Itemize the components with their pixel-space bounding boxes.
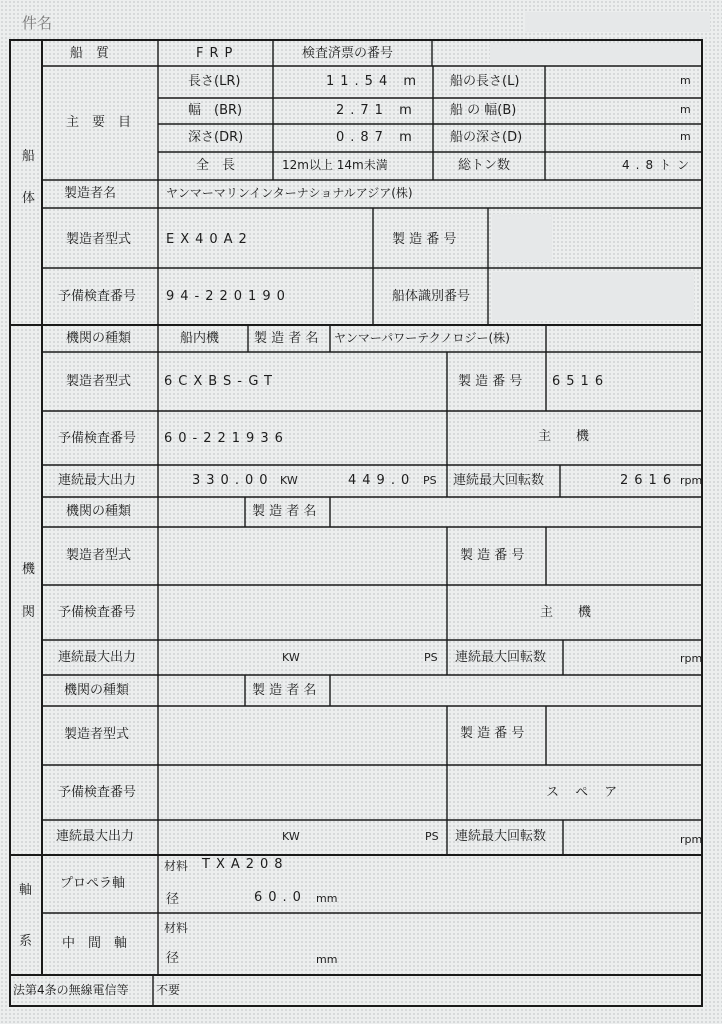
engine3-maker-label: 製 造 者 名 xyxy=(252,683,317,698)
depth-r-label: 深さ(DR) xyxy=(188,130,244,145)
gross-tonnage-value: 4.8トン xyxy=(622,158,696,172)
engine1-maker-label: 製 造 者 名 xyxy=(254,331,319,346)
hull-id-label: 船体識別番号 xyxy=(392,289,471,304)
inspection-cert-label: 検査済票の番号 xyxy=(302,46,394,61)
breadth-r-label: 幅 (BR) xyxy=(188,103,243,118)
engine3-rpm-unit: rpm xyxy=(680,833,703,846)
propeller-shaft-label: プロペラ軸 xyxy=(60,876,126,891)
overall-length-label: 全 長 xyxy=(196,158,236,173)
hull-section-label-1: 船 xyxy=(22,149,36,164)
intermediate-diameter-label: 径 xyxy=(166,951,180,966)
depth-unit: m xyxy=(680,130,691,143)
engine-section-label-1: 機 xyxy=(22,562,36,577)
engine2-ps-unit: PS xyxy=(424,651,438,664)
engine3-serial-label: 製 造 番 号 xyxy=(460,726,525,741)
header-title: 件名 xyxy=(22,14,53,32)
engine1-model-value: 6CXBS-GT xyxy=(164,374,278,389)
engine1-output-kw: 330.00 xyxy=(192,473,274,488)
engine2-rpm-unit: rpm xyxy=(680,652,703,665)
engine1-serial-label: 製 造 番 号 xyxy=(458,374,523,389)
radio-value: 不要 xyxy=(156,983,181,997)
engine2-model-label: 製造者型式 xyxy=(66,548,132,563)
length-unit: m xyxy=(680,74,691,87)
engine2-role: 主 機 xyxy=(540,605,598,620)
breadth-label: 船 の 幅(B) xyxy=(450,103,517,118)
length-r-value: 11.54 m xyxy=(326,74,423,89)
hull-material-label: 船 質 xyxy=(70,46,110,61)
engine2-kw-unit: KW xyxy=(282,651,300,664)
engine2-maker-label: 製 造 者 名 xyxy=(252,504,317,519)
hull-serial-label: 製 造 番 号 xyxy=(392,232,457,247)
engine1-output-label: 連続最大出力 xyxy=(58,473,137,488)
intermediate-mm-unit: mm xyxy=(316,953,338,966)
hull-maker-label: 製造者名 xyxy=(64,186,117,201)
redacted-hull-serial-number xyxy=(492,214,552,262)
main-dims-label: 主 要 目 xyxy=(66,115,132,130)
propeller-diameter-label: 径 xyxy=(166,892,180,907)
engine1-ps-unit: PS xyxy=(423,474,437,487)
hull-model-value: EX40A2 xyxy=(166,232,253,247)
engine1-rpm-value: 2616 xyxy=(620,473,678,488)
depth-r-value: 0.87 m xyxy=(336,130,418,145)
engine-section-label-2: 関 xyxy=(22,605,36,620)
engine3-kind-label: 機関の種類 xyxy=(64,683,130,698)
length-r-label: 長さ(LR) xyxy=(188,74,241,89)
engine1-output-ps: 449.0 xyxy=(348,473,416,488)
engine3-output-label: 連続最大出力 xyxy=(56,829,135,844)
hull-model-label: 製造者型式 xyxy=(66,232,132,247)
shaft-section-label-1: 軸 xyxy=(19,883,33,898)
redacted-inspection-cert-number xyxy=(490,43,700,64)
hull-section-label-2: 体 xyxy=(22,191,36,206)
engine1-kind-label: 機関の種類 xyxy=(66,331,132,346)
hull-preinspection-value: 94-220190 xyxy=(166,289,291,304)
engine1-preinspection-label: 予備検査番号 xyxy=(58,431,137,446)
engine1-maker-value: ヤンマーパワーテクノロジー(株) xyxy=(334,331,510,345)
propeller-diameter-value: 60.0 xyxy=(254,890,307,905)
engine2-serial-label: 製 造 番 号 xyxy=(460,548,525,563)
engine1-rpm-label: 連続最大回転数 xyxy=(453,473,545,488)
length-label: 船の長さ(L) xyxy=(450,74,520,89)
engine1-rpm-unit: rpm xyxy=(680,474,703,487)
engine1-kw-unit: KW xyxy=(280,474,298,487)
engine1-role: 主 機 xyxy=(538,429,596,444)
engine1-preinspection-value: 60-221936 xyxy=(164,431,289,446)
radio-label: 法第4条の無線電信等 xyxy=(13,983,129,997)
overall-length-value: 12m以上 14m未満 xyxy=(282,158,388,172)
hull-material-value: FRP xyxy=(196,46,239,61)
engine2-kind-label: 機関の種類 xyxy=(66,504,132,519)
propeller-mm-unit: mm xyxy=(316,892,338,905)
engine3-ps-unit: PS xyxy=(425,830,439,843)
depth-label: 船の深さ(D) xyxy=(450,130,523,145)
breadth-unit: m xyxy=(680,103,691,116)
hull-maker-value: ヤンマーマリンインターナショナルアジア(株) xyxy=(166,186,413,200)
gross-tonnage-label: 総トン数 xyxy=(458,158,511,173)
propeller-material-value: TXA208 xyxy=(202,857,289,872)
intermediate-material-label: 材料 xyxy=(164,921,189,935)
engine1-serial-value: 6516 xyxy=(552,374,610,389)
engine2-preinspection-label: 予備検査番号 xyxy=(58,605,137,620)
shaft-section-label-2: 系 xyxy=(19,934,33,949)
engine3-role: ス ペ ア xyxy=(546,785,624,800)
engine2-rpm-label: 連続最大回転数 xyxy=(455,650,547,665)
engine3-rpm-label: 連続最大回転数 xyxy=(455,829,547,844)
engine3-model-label: 製造者型式 xyxy=(64,727,130,742)
intermediate-shaft-label: 中 間 軸 xyxy=(62,936,128,951)
engine3-preinspection-label: 予備検査番号 xyxy=(58,785,137,800)
breadth-r-value: 2.71 m xyxy=(336,103,418,118)
engine2-output-label: 連続最大出力 xyxy=(58,650,137,665)
engine1-kind-value: 船内機 xyxy=(180,331,220,346)
engine3-kw-unit: KW xyxy=(282,830,300,843)
engine1-model-label: 製造者型式 xyxy=(66,374,132,389)
hull-preinspection-label: 予備検査番号 xyxy=(58,289,137,304)
propeller-material-label: 材料 xyxy=(164,859,189,873)
redacted-hull-id-number xyxy=(492,272,694,320)
